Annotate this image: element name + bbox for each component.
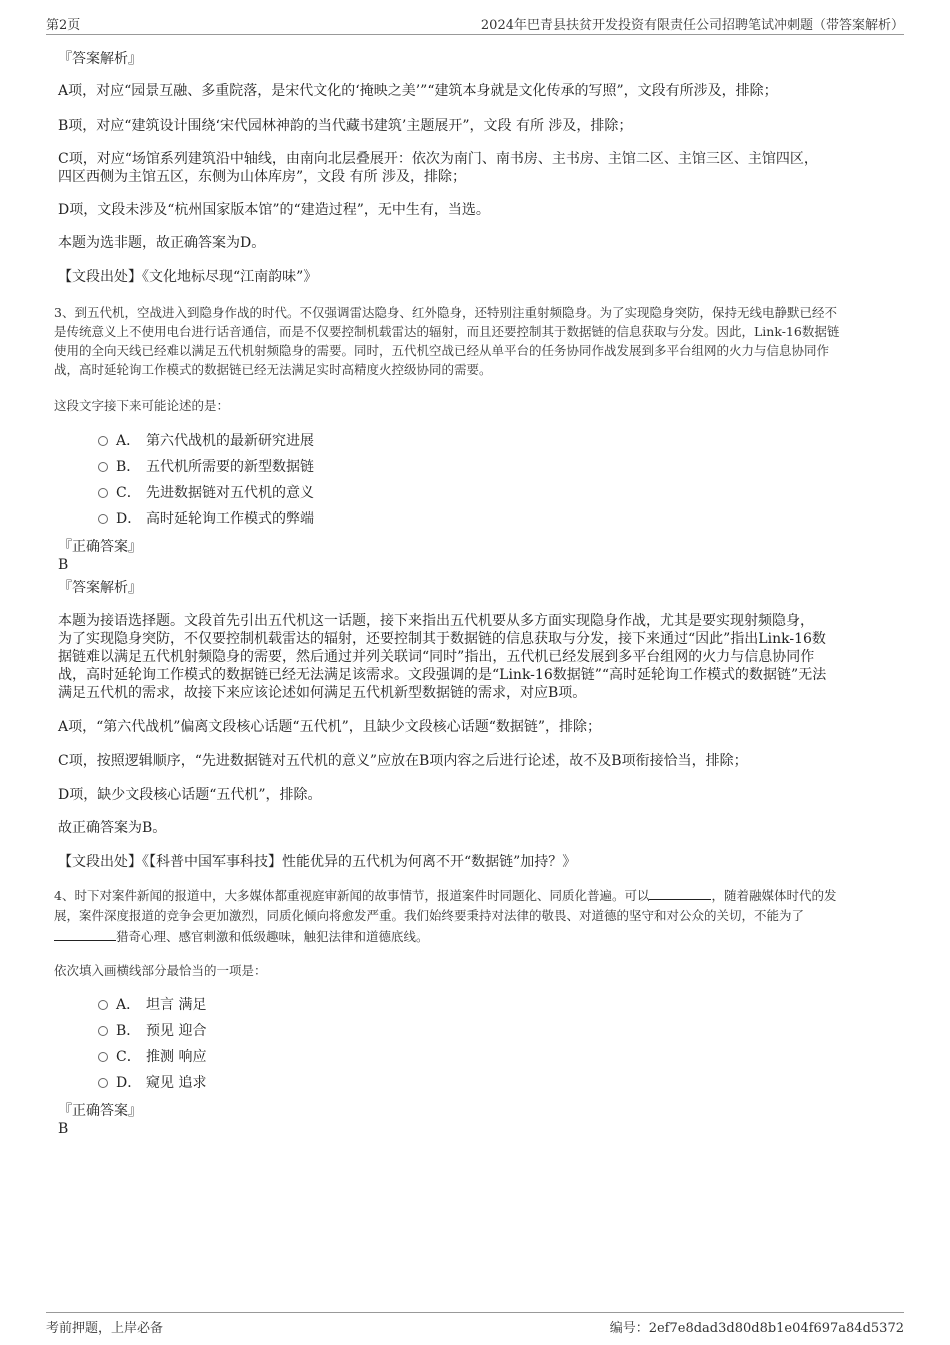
conclusion: 本题为选非题，故正确答案为D。 bbox=[58, 235, 266, 251]
footer-slogan: 考前押题，上岸必备 bbox=[46, 1321, 164, 1336]
q3-question: 这段文字接下来可能论述的是： bbox=[54, 398, 230, 413]
analysis-d: D项，文段未涉及“杭州国家版本馆”的“建造过程”，无中生有，当选。 bbox=[58, 202, 490, 218]
radio-icon[interactable] bbox=[98, 514, 108, 524]
radio-icon[interactable] bbox=[98, 1000, 108, 1010]
q3-analysis-c: C项，按照逻辑顺序，“先进数据链对五代机的意义”应放在B项内容之后进行论述，故不及B项衔接恰当，排除； bbox=[58, 753, 748, 769]
q3-option-d[interactable]: D． 高时延轮询工作模式的弊端 bbox=[98, 510, 314, 528]
document-title: 2024年巴青县扶贫开发投资有限责任公司招聘笔试冲刺题（带答案解析） bbox=[480, 18, 904, 33]
fill-blank-1 bbox=[649, 887, 711, 900]
page-footer bbox=[46, 1312, 904, 1337]
analysis-b: B项，对应“建筑设计围绕‘宋代园林神韵的当代藏书建筑’主题展开”，文段 有所 涉及，排除； bbox=[58, 118, 633, 134]
q3-analysis-line1: 本题为接语选择题。文段首先引出五代机这一话题，接下来指出五代机要从多方面实现隐身作战，尤其是要实现射频隐身， bbox=[58, 613, 814, 629]
q3-passage-line4: 战，高时延轮询工作模式的数据链已经无法满足实时高精度火控级协同的需要。 bbox=[54, 362, 492, 377]
source: 【文段出处】《文化地标尽现“江南韵味”》 bbox=[58, 269, 318, 285]
q3-analysis-line3: 据链难以满足五代机射频隐身的需要，然后通过并列关联词“同时”指出，五代机已经发展到多平台组网的火力与信息协同作 bbox=[58, 649, 815, 665]
q3-analysis-line5: 满足五代机的需求，故接下来应该论述如何满足五代机新型数据链的需求，对应B项。 bbox=[58, 685, 587, 701]
q4-passage-line1: 4、时下对案件新闻的报道中，大多媒体都重视庭审新闻的故事情节，报道案件时同题化、同质化普遍。可以 ，随着融媒体时代的发 bbox=[54, 888, 837, 903]
page-number: 第2页 bbox=[46, 18, 81, 33]
q3-option-b[interactable]: B． 五代机所需要的新型数据链 bbox=[98, 458, 314, 476]
q3-source: 【文段出处】《【科普中国军事科技】性能优异的五代机为何离不开“数据链”加持？》 bbox=[58, 854, 577, 870]
q3-analysis-a: A项，“第六代战机”偏离文段核心话题“五代机”，且缺少文段核心话题“数据链”，排除； bbox=[58, 719, 602, 735]
q3-analysis-label: 『答案解析』 bbox=[58, 580, 142, 596]
page-header bbox=[46, 14, 904, 35]
q4-passage-line3: 猎奇心理、感官刺激和低级趣味，触犯法律和道德底线。 bbox=[54, 927, 896, 946]
q3-conclusion: 故正确答案为B。 bbox=[58, 820, 167, 836]
radio-icon[interactable] bbox=[98, 488, 108, 498]
q3-passage-line1: 3、到五代机，空战进入到隐身作战的时代。不仅强调雷达隐身、红外隐身，还特别注重射频隐身。为了实现隐身突防，保持无线电静默已经不 bbox=[54, 305, 837, 320]
q3-answer-label: 『正确答案』 bbox=[58, 539, 142, 555]
document-id: 编号：2ef7e8dad3d80d8b1e04f697a84d5372 bbox=[609, 1321, 904, 1336]
q4-option-b[interactable]: B． 预见 迎合 bbox=[98, 1022, 206, 1040]
q3-answer: B bbox=[58, 557, 69, 573]
radio-icon[interactable] bbox=[98, 1026, 108, 1036]
q3-option-c[interactable]: C． 先进数据链对五代机的意义 bbox=[98, 484, 314, 502]
q4-passage-line2: 展，案件深度报道的竞争会更加激烈，同质化倾向将愈发严重。我们始终要秉持对法律的敬畏、对道德的坚守和对公众的关切，不能为了 bbox=[54, 908, 805, 923]
q3-passage-line2: 是传统意义上不使用电台进行话音通信，而是不仅要控制机载雷达的辐射，而且还要控制其于数据链的信息获取与分发。因此，Link-16数据链 bbox=[54, 324, 840, 339]
q4-answer-label: 『正确答案』 bbox=[58, 1103, 142, 1119]
q3-analysis-line2: 为了实现隐身突防，不仅要控制机载雷达的辐射，还要控制其于数据链的信息获取与分发，接下来通过“因此”指出Link-16数 bbox=[58, 631, 826, 647]
q3-passage-line3: 使用的全向天线已经难以满足五代机射频隐身的需要。同时，五代机空战已经从单平台的任务协同作战发展到多平台组网的火力与信息协同作 bbox=[54, 343, 830, 358]
q3-option-a[interactable]: A． 第六代战机的最新研究进展 bbox=[98, 432, 314, 450]
analysis-label: 『答案解析』 bbox=[58, 51, 142, 67]
analysis-a: A项，对应“园景互融、多重院落，是宋代文化的‘掩映之美’”“建筑本身就是文化传承的写照”，文段有所涉及，排除； bbox=[58, 83, 778, 99]
radio-icon[interactable] bbox=[98, 436, 108, 446]
q4-option-d[interactable]: D． 窥见 追求 bbox=[98, 1074, 206, 1092]
radio-icon[interactable] bbox=[98, 1052, 108, 1062]
radio-icon[interactable] bbox=[98, 1078, 108, 1088]
q3-analysis-line4: 战，高时延轮询工作模式的数据链已经无法满足该需求。文段强调的是“Link-16数据链”“高时延轮询工作模式的数据链”无法 bbox=[58, 667, 827, 683]
q4-question: 依次填入画横线部分最恰当的一项是： bbox=[54, 963, 267, 978]
analysis-c-line1: C项，对应“场馆系列建筑沿中轴线，由南向北层叠展开：依次为南门、南书房、主书房、主馆二区、主馆三区、主馆四区， bbox=[58, 151, 818, 167]
analysis-c-line2: 四区西侧为主馆五区，东侧为山体库房”，文段 有所 涉及，排除； bbox=[58, 169, 467, 185]
fill-blank-2 bbox=[54, 928, 116, 941]
q3-analysis-d: D项，缺少文段核心话题“五代机”，排除。 bbox=[58, 787, 322, 803]
q4-option-a[interactable]: A． 坦言 满足 bbox=[98, 996, 206, 1014]
radio-icon[interactable] bbox=[98, 462, 108, 472]
q4-answer: B bbox=[58, 1121, 69, 1137]
q4-option-c[interactable]: C． 推测 响应 bbox=[98, 1048, 206, 1066]
